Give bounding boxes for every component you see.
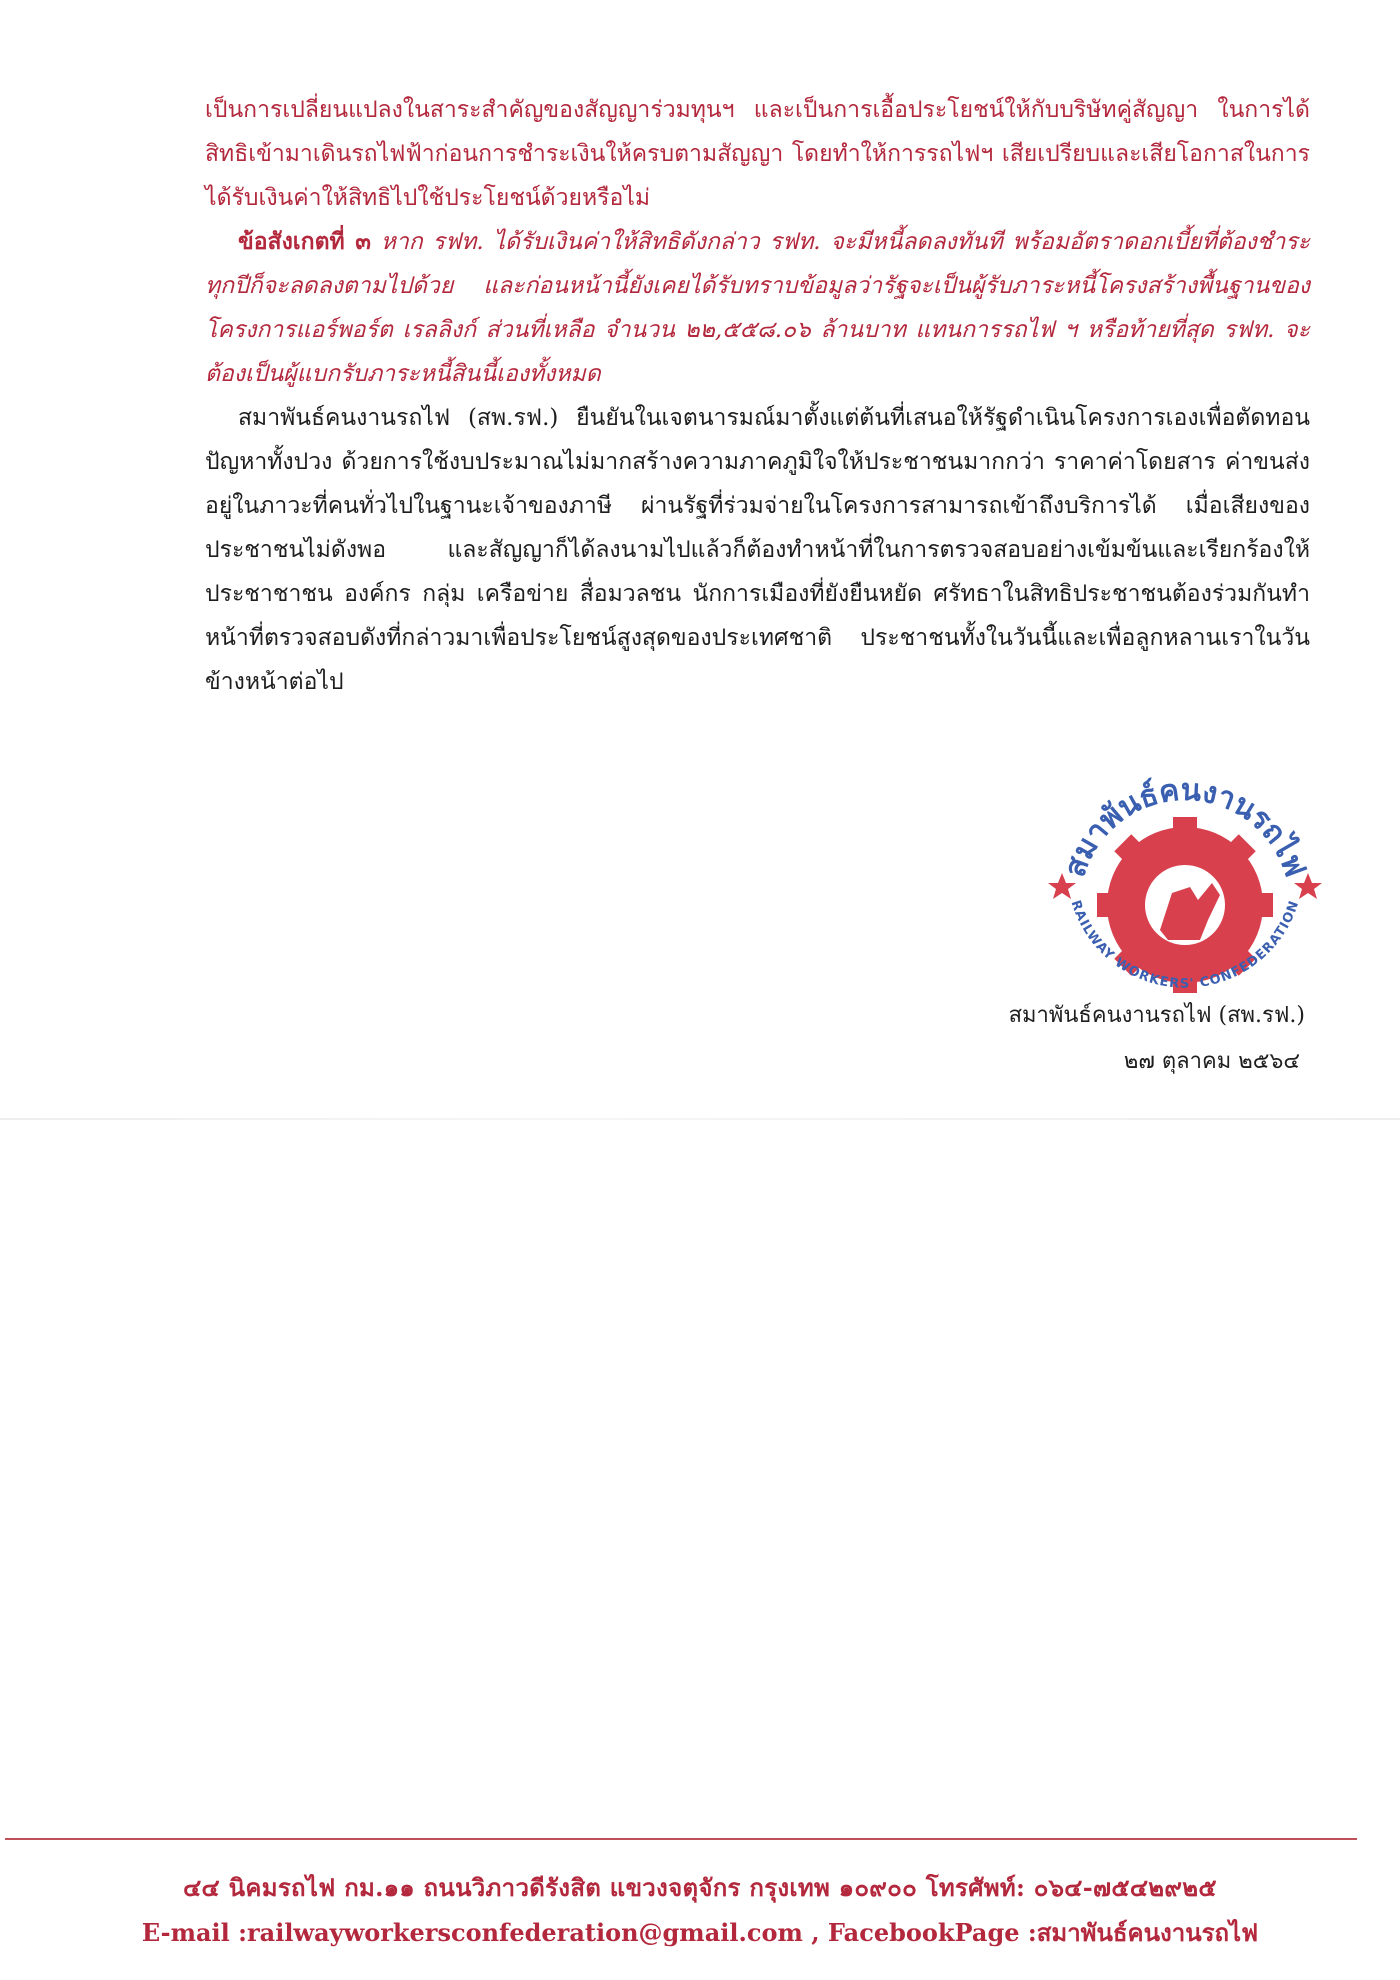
logo-english-arc: RAILWAY WORKERS' CONFEDERATION <box>1067 898 1303 992</box>
footer-divider <box>5 1838 1357 1840</box>
paragraph-continued: เป็นการเปลี่ยนแปลงในสาระสำคัญของสัญญาร่วมทุนฯ และเป็นการเอื้อประโยชน์ให้กับบริษัทคู่สัญญา ในการได้สิทธิเข้ามาเดินรถไฟฟ้าก่อนการชำระเงินให้ครบตามสัญญา โดยทำให้การรถไฟฯ เสียเปรียบและเสียโอกาสในการได้รับเงินค่าให้สิทธิไปใช้ประโยชน์ด้วยหรือไม่ <box>205 97 1310 211</box>
star-icon <box>1294 873 1322 899</box>
letter-body <box>205 88 1310 704</box>
signature-date: ๒๗ ตุลาคม ๒๕๖๔ <box>1123 1049 1300 1074</box>
signature-block <box>925 993 1305 1085</box>
scan-fold-line <box>0 1118 1400 1120</box>
signature-organization: สมาพันธ์คนงานรถไฟ (สพ.รฟ.) <box>1008 1003 1305 1028</box>
paragraph-observation-3 <box>205 220 1310 396</box>
footer-contact: E-mail :railwayworkersconfederation@gmail.com , FacebookPage :สมาพันธ์คนงานรถไฟ <box>141 1918 1259 1947</box>
observation-heading: ข้อสังเกตที่ ๓ <box>238 228 371 255</box>
observation-text: หาก รฟท. ได้รับเงินค่าให้สิทธิดังกล่าว รฟท. จะมีหนี้ลดลงทันที พร้อมอัตราดอกเบี้ยที่ต้องชำระทุกปีก็จะลดลงตามไปด้วย และก่อนหน้านี้ยังเคยได้รับทราบข้อมูลว่ารัฐจะเป็นผู้รับภาระหนี้โครงสร้างพื้นฐานของโครงการแอร์พอร์ต เรลลิงก์ ส่วนที่เหลือ จำนวน ๒๒,๕๕๘.๐๖ ล้านบาท แทนการรถไฟ ฯ หรือท้ายที่สุด รฟท. จะต้องเป็นผู้แบกรับภาระหนี้สินนี้เองทั้งหมด <box>205 229 1310 387</box>
logo-thai-arc: สมาพันธ์คนงานรถไฟ <box>1057 772 1313 882</box>
star-icon <box>1048 873 1076 899</box>
paragraph-statement: สมาพันธ์คนงานรถไฟ (สพ.รฟ.) ยืนยันในเจตนารมณ์มาตั้งแต่ต้นที่เสนอให้รัฐดำเนินโครงการเองเพื่อตัดทอนปัญหาทั้งปวง ด้วยการใช้งบประมาณไม่มากสร้างความภาคภูมิใจให้ประชาชนมากกว่า ราคาค่าโดยสาร ค่าขนส่ง อยู่ในภาวะที่คนทั่วไปในฐานะเจ้าของภาษี ผ่านรัฐที่ร่วมจ่ายในโครงการสามารถเข้าถึงบริการได้ เมื่อเสียงของประชาชนไม่ดังพอ และสัญญาก็ได้ลงนามไปแล้วก็ต้องทำหน้าที่ในการตรวจสอบอย่างเข้มข้นและเรียกร้องให้ประชาชาชน องค์กร กลุ่ม เครือข่าย สื่อมวลชน นักการเมืองที่ยังยืนหยัด ศรัทธาในสิทธิประชาชนต้องร่วมกันทำหน้าที่ตรวจสอบดังที่กล่าวมาเพื่อประโยชน์สูงสุดของประเทศชาติ ประชาชนทั้งในวันนี้และเพื่อลูกหลานเราในวันข้างหน้าต่อไป <box>205 405 1310 695</box>
logo-initials: R.W.C. <box>1161 876 1209 891</box>
footer-address: ๔๔ นิคมรถไฟ กม.๑๑ ถนนวิภาวดีรังสิต แขวงจตุจักร กรุงเทพ ๑๐๙๐๐ โทรศัพท์: ๐๖๔-๗๕๔๒๙๒๕ <box>183 1873 1217 1902</box>
